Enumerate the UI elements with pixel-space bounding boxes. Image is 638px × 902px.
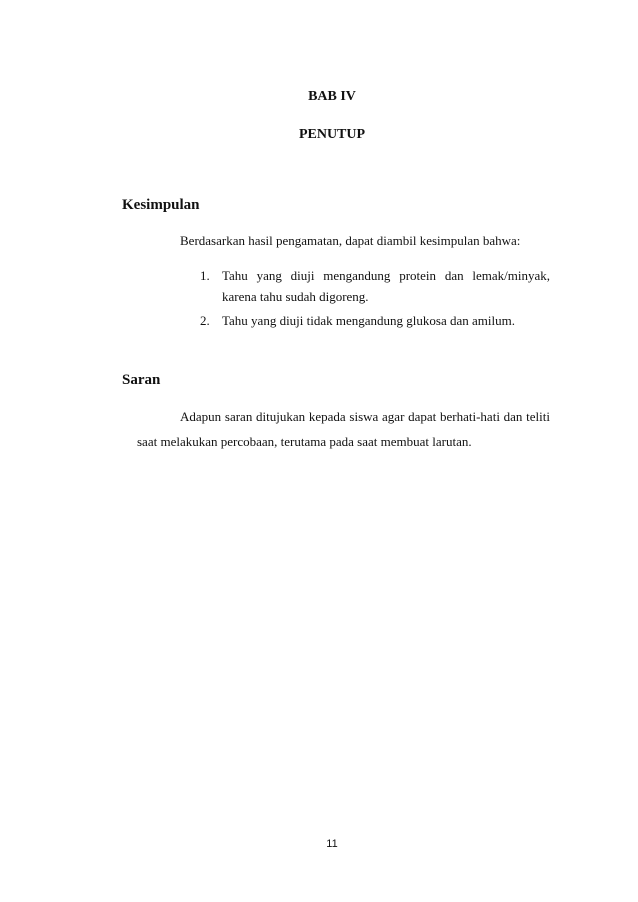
list-item-text: Tahu yang diuji tidak mengandung glukosa dan amilum. xyxy=(222,313,515,328)
kesimpulan-list xyxy=(200,265,550,334)
list-item xyxy=(200,310,550,331)
page-number: 11 xyxy=(326,838,338,850)
saran-heading: Saran xyxy=(122,372,161,388)
saran-text-line1: Adapun saran ditujukan kepada siswa agar dapat berhati-hati dan teliti xyxy=(180,409,550,424)
kesimpulan-heading: Kesimpulan xyxy=(122,197,200,213)
list-item-text-line1: Tahu yang diuji mengandung protein dan lemak/minyak, xyxy=(222,268,550,283)
list-item-text-line2: karena tahu sudah digoreng. xyxy=(222,289,369,304)
list-item xyxy=(200,265,550,307)
list-item-number: 1. xyxy=(200,268,210,283)
chapter-subtitle: PENUTUP xyxy=(298,127,366,142)
kesimpulan-intro: Berdasarkan hasil pengamatan, dapat diambil kesimpulan bahwa: xyxy=(180,233,521,248)
saran-text-line2: saat melakukan percobaan, terutama pada saat membuat larutan. xyxy=(137,434,472,449)
list-item-number: 2. xyxy=(200,313,210,328)
chapter-title: BAB IV xyxy=(308,89,356,104)
